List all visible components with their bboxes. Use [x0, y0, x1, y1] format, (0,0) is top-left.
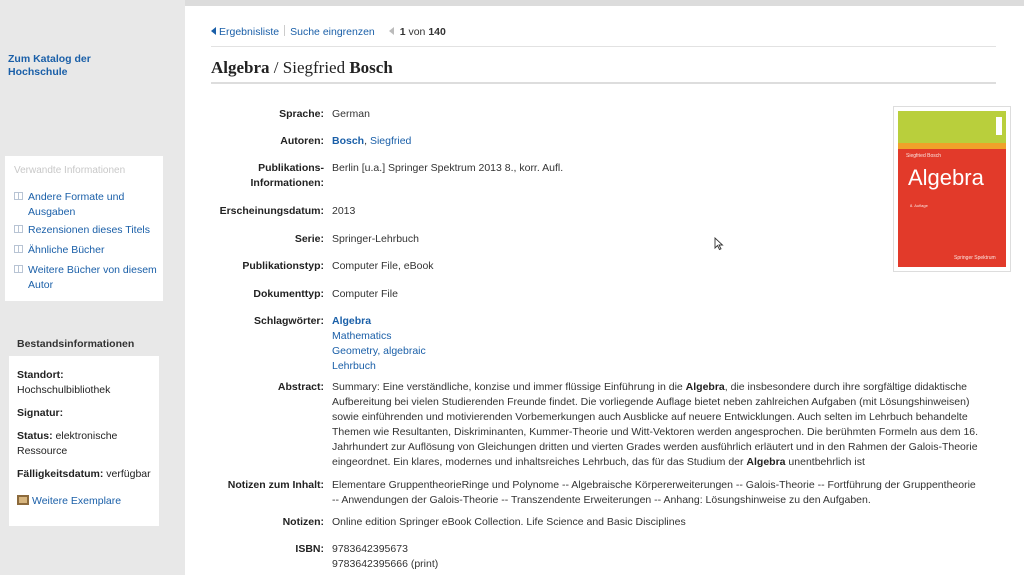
title-divider: [211, 82, 996, 84]
result-position: 1: [399, 26, 406, 38]
cover-publisher: Springer Spektrum: [954, 255, 996, 261]
result-total: 140: [428, 26, 446, 38]
value-contents-notes: Elementare GruppentheorieRinge und Polynome -- Algebraische Körpererweiterungen -- Galois-Theorie -- Fortführung der Gruppentheorie -- Anwendungen der Galois-Theorie -- Transzendente Erweiterungen -- Anhang: Lösungshinweise zu den Aufgaben.: [332, 479, 976, 506]
value-doctype: Computer File: [332, 288, 398, 300]
list-icon: [14, 192, 23, 200]
author-last-link[interactable]: Bosch: [332, 135, 365, 147]
holdings-callnumber: Signatur:: [17, 407, 64, 419]
value-pubtype: Computer File, eBook: [332, 260, 434, 272]
divider: [211, 46, 996, 47]
holdings-location: Standort: Hochschulbibliothek: [17, 369, 111, 396]
catalog-link[interactable]: Zum Katalog der Hochschule: [8, 53, 91, 78]
triangle-left-icon: [211, 27, 216, 35]
value-subjects: [332, 314, 426, 374]
related-more-by-author[interactable]: Weitere Bücher von diesem Autor: [14, 263, 159, 293]
book-cover[interactable]: [893, 106, 1011, 272]
result-navigation: Ergebnisliste Suche eingrenzen 1 von 140: [211, 25, 446, 38]
label-series: Serie:: [294, 233, 324, 245]
value-language: German: [332, 108, 370, 120]
subject-link-lehrbuch[interactable]: Lehrbuch: [332, 360, 376, 372]
related-other-formats[interactable]: Andere Formate und Ausgaben: [14, 190, 159, 220]
label-doctype: Dokumenttyp:: [253, 288, 324, 300]
value-authors: Bosch, Siegfried: [332, 135, 412, 147]
cover-stripe: [898, 143, 1006, 149]
list-icon: [14, 265, 23, 273]
book-cover-image: [898, 111, 1006, 267]
related-info-title: Verwandte Informationen: [14, 165, 126, 176]
refine-search-link[interactable]: Suche eingrenzen: [290, 26, 375, 38]
more-copies-link[interactable]: Weitere Exemplare: [17, 494, 155, 509]
label-contents-notes: Notizen zum Inhalt:: [227, 479, 324, 491]
record-panel: [185, 6, 1024, 575]
list-icon: [14, 225, 23, 233]
related-info-box: [5, 156, 163, 301]
holdings-status: Status: elektronische Ressource: [17, 430, 118, 457]
label-pubtype: Publikationstyp:: [242, 260, 324, 272]
holdings-box: [9, 356, 159, 526]
record-title: Algebra / Siegfried Bosch: [211, 58, 393, 77]
mouse-cursor-icon: [714, 237, 724, 251]
label-isbn: ISBN:: [295, 543, 324, 555]
label-language: Sprache:: [279, 108, 324, 120]
book-icon: [17, 495, 29, 505]
cover-edition: 8. Auflage: [910, 203, 928, 208]
subject-link-mathematics[interactable]: Mathematics: [332, 330, 392, 342]
nav-divider: [284, 25, 285, 36]
related-similar-books[interactable]: Ähnliche Bücher: [14, 243, 159, 258]
holdings-due-date: Fälligkeitsdatum: verfügbar: [17, 468, 151, 480]
label-notes: Notizen:: [282, 516, 324, 528]
value-pubdate: 2013: [332, 205, 356, 217]
holdings-title: Bestandsinformationen: [17, 338, 135, 350]
back-to-results-link[interactable]: Ergebnisliste: [211, 26, 279, 38]
subject-link-geometry[interactable]: Geometry, algebraic: [332, 345, 426, 357]
previous-disabled-icon: [389, 27, 394, 35]
label-authors: Autoren:: [280, 135, 324, 147]
sidebar: [0, 0, 185, 575]
label-subjects: Schlagwörter:: [253, 315, 324, 327]
value-abstract: Summary: Eine verständliche, konzise und immer flüssige Einführung in die Algebra, die insbesondere durch ihre sorgfältige didaktische Aufbereitung bei vielen Studierenden Freunde findet. Die vorliegende Auflage bietet neben zahlreichen Aufgaben (mit Lösungshinweisen) sowie einführenden und motivierenden Vorbemerkungen auch Ausblicke auf neuere Entwicklungen. Auch selten im Lehrbuch behandelte Themen wie Resultanten, Diskriminanten, Kummer-Theorie und Witt-Vektoren werden angesprochen. Die berühmten Formeln aus dem 16. Jahrhundert zur Auflösung von Gleichungen dritten und vierten Grades werden ausführlich erläutert und in den Rahmen der Galois-Theorie eingeordnet. Ein klares, modernes und inhaltsreiches Lehrbuch, das für das Studium der Algebra unentbehrlich ist: [332, 381, 979, 468]
cover-title: Algebra: [908, 165, 984, 190]
value-series: Springer-Lehrbuch: [332, 233, 419, 245]
label-abstract: Abstract:: [277, 381, 324, 393]
label-pubdate: Erscheinungsdatum:: [219, 205, 324, 217]
cover-top-band: [898, 111, 1006, 143]
cover-author: Siegfried Bosch: [906, 153, 942, 159]
value-publication: Berlin [u.a.] Springer Spektrum 2013 8., korr. Aufl.: [332, 162, 564, 174]
related-reviews[interactable]: Rezensionen dieses Titels: [14, 223, 159, 238]
value-isbn: 9783642395673 9783642395666 (print): [332, 543, 439, 570]
list-icon: [14, 245, 23, 253]
author-first-link[interactable]: Siegfried: [369, 135, 412, 147]
value-notes: Online edition Springer eBook Collection. Life Science and Basic Disciplines: [332, 516, 686, 528]
label-publication: Publikations- Informationen:: [250, 162, 324, 189]
cover-tab: [996, 117, 1002, 135]
subject-link-algebra[interactable]: Algebra: [332, 315, 372, 327]
